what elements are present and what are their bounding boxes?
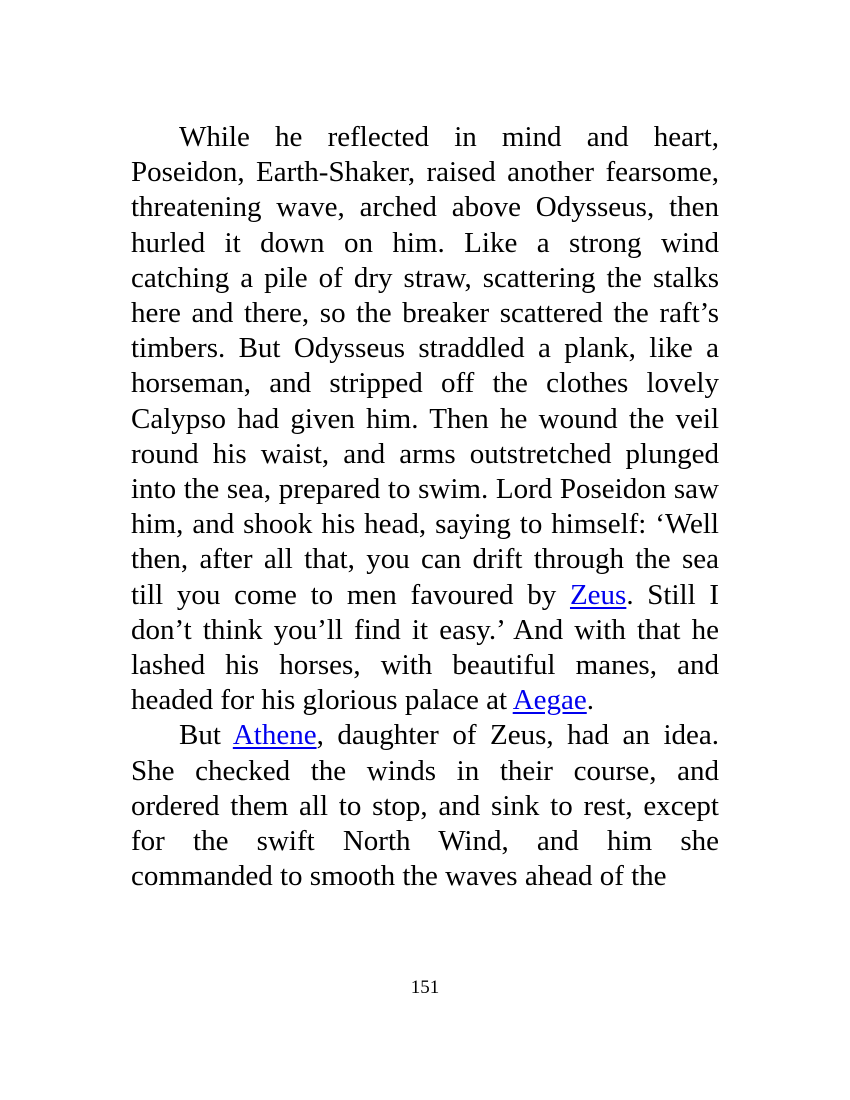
paragraph [131,120,719,718]
link-athene[interactable]: Athene [232,719,317,752]
text-segment: . [586,684,595,717]
text-segment: While he reflected in mind and heart, Poseidon, Earth-Shaker, raised another fearsome, threatening wave, arched above Odysseus, then hurled it down on him. Like a strong wind catching a pile of dry straw, scattering the stalks here and there, so the breaker scattered the raft’s timbers. But Odysseus straddled a plank, like a horseman, and stripped off the clothes lovely Calypso had given him. Then he wound the veil round his waist, and arms outstretched plunged into the sea, prepared to swim. Lord Poseidon saw him, and shook his head, saying to himself: ‘Well then, after all that, you can drift through the sea till you come to men favoured by [131,121,719,611]
text-segment: . Still I don’t think you’ll find it easy.’ And with that he lashed his horses, with beautiful manes, and headed for his glorious palace at [131,578,720,717]
text-segment: But [179,719,233,752]
link-zeus[interactable]: Zeus [569,578,627,611]
paragraph [131,718,719,894]
text-segment: , daughter of Zeus, had an idea. She checked the winds in their course, and ordered them all to stop, and sink to rest, except for the swift North Wind, and him she commanded to smooth the waves ahead of the [131,719,719,893]
page-body [131,120,719,980]
page-number: 151 [410,977,440,998]
link-aegae[interactable]: Aegae [512,684,587,717]
